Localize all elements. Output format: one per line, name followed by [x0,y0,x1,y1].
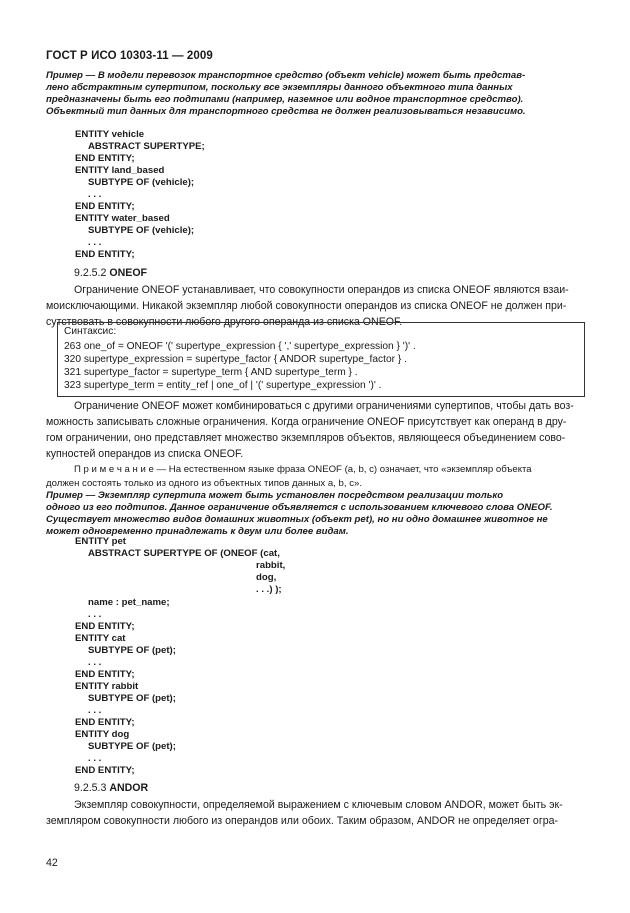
syntax-rule: 263 one_of = ONEOF '(' supertype_expression { ',' supertype_expression } ')' . [64,341,416,352]
code-line: . . . [88,753,102,764]
code-line: SUBTYPE OF (vehicle); [88,225,195,236]
code-line: . . . [88,237,102,248]
code-line: END ENTITY; [75,249,135,260]
code-line: SUBTYPE OF (pet); [88,645,176,656]
example-line: Пример — В модели перевозок транспортное средство (объект vehicle) может быть представ- [46,70,526,81]
syntax-rule: 323 supertype_term = entity_ref | one_of | '(' supertype_expression ')' . [64,380,382,391]
standard-header: ГОСТ Р ИСО 10303-11 — 2009 [46,50,213,62]
paragraph-line: гом ограничении, оно представляет множество экземпляров объектов, являющееся объединением сово- [46,432,566,444]
syntax-rule: 320 supertype_expression = supertype_factor { ANDOR supertype_factor } . [64,354,407,365]
paragraph-line: Экземпляр совокупности, определяемой выражением с ключевым словом ANDOR, может быть эк- [74,799,563,811]
paragraph-line: можность записывать сложные ограничения. Когда ограничение ONEOF присутствует как операнд в дру- [46,416,567,428]
example-line: может одновременно принадлежать к двум или более видам. [46,526,349,537]
section-number: 9.2.5.3 [74,782,107,794]
paragraph-line: сутствовать в совокупности любого другого операнда из списка ONEOF. [46,316,403,328]
syntax-box [57,322,585,397]
section-keyword: ONEOF [109,267,148,279]
section-number: 9.2.5.2 [74,267,107,279]
code-line: name : pet_name; [88,597,170,608]
code-line: END ENTITY; [75,765,135,776]
paragraph-line: Ограничение ONEOF может комбинироваться с другими ограничениями супертипов, чтобы дать воз- [74,400,574,412]
note-line: П р и м е ч а н и е — На естественном языке фраза ONEOF (a, b, c) означает, что «экземпляр объекта [74,464,532,475]
code-line: ABSTRACT SUPERTYPE; [88,141,205,152]
code-line: ENTITY vehicle [75,129,145,140]
code-line: . . . [88,609,102,620]
page-number: 42 [46,857,58,869]
code-line: rabbit, [256,560,286,571]
note-block [46,463,582,491]
code-line: END ENTITY; [75,201,135,212]
example-line: Пример — Экземпляр супертипа может быть установлен посредством реализации только [46,490,504,501]
combination-paragraph [46,398,582,462]
code-line: END ENTITY; [75,669,135,680]
paragraph-line: земпляром совокупности любого из операндов или обоих. Таким образом, ANDOR не определяет огра- [46,815,559,827]
example-line: предназначены быть его подтипами (например, наземное или водное транспортное средство). [46,94,524,105]
code-line: SUBTYPE OF (pet); [88,741,176,752]
code-line: ENTITY dog [75,729,130,740]
example-pet-text [46,490,582,538]
paragraph-line: купностей операндов из списка ONEOF. [46,448,244,460]
section-heading-andor [74,782,148,794]
code-line: END ENTITY; [75,153,135,164]
code-line: ENTITY water_based [75,213,170,224]
code-line: END ENTITY; [75,717,135,728]
code-line: SUBTYPE OF (vehicle); [88,177,195,188]
syntax-label: Синтаксис: [64,326,117,337]
code-line: ENTITY land_based [75,165,165,176]
code-line: ENTITY pet [75,536,126,547]
paragraph-line: моисключающими. Никакой экземпляр любой совокупности операндов из списка ONEOF не должен при- [46,300,567,312]
section-keyword: ANDOR [109,782,149,794]
section-heading-oneof [74,267,147,279]
code-line: ENTITY rabbit [75,681,139,692]
example-vehicle-text [46,70,582,118]
paragraph-line: Ограничение ONEOF устанавливает, что совокупности операндов из списка ONEOF являются взаи- [74,284,569,296]
syntax-rule: 321 supertype_factor = supertype_term { AND supertype_term } . [64,367,358,378]
code-line: . . .) ); [256,584,282,595]
example-line: Существует множество видов домашних животных (объект pet), но ни одно домашнее животное не [46,514,548,525]
note-line: должен состоять только из одного из объектных типов данных a, b, c». [46,478,363,489]
code-line: dog, [256,572,277,583]
code-line: SUBTYPE OF (pet); [88,693,176,704]
code-line: ABSTRACT SUPERTYPE OF (ONEOF (cat, [88,548,280,559]
code-line: END ENTITY; [75,621,135,632]
code-line: . . . [88,189,102,200]
example-line: лено абстрактным супертипом, поскольку все экземпляры данного объектного типа данных [46,82,513,93]
example-line: Объектный тип данных для транспортного средства не должен реализовываться независимо. [46,106,526,117]
code-line: . . . [88,705,102,716]
code-line: . . . [88,657,102,668]
code-line: ENTITY cat [75,633,126,644]
andor-paragraph [46,797,582,829]
example-line: одного из его подтипов. Данное ограничение объявляется с использованием ключевого слова ONEOF. [46,502,553,513]
